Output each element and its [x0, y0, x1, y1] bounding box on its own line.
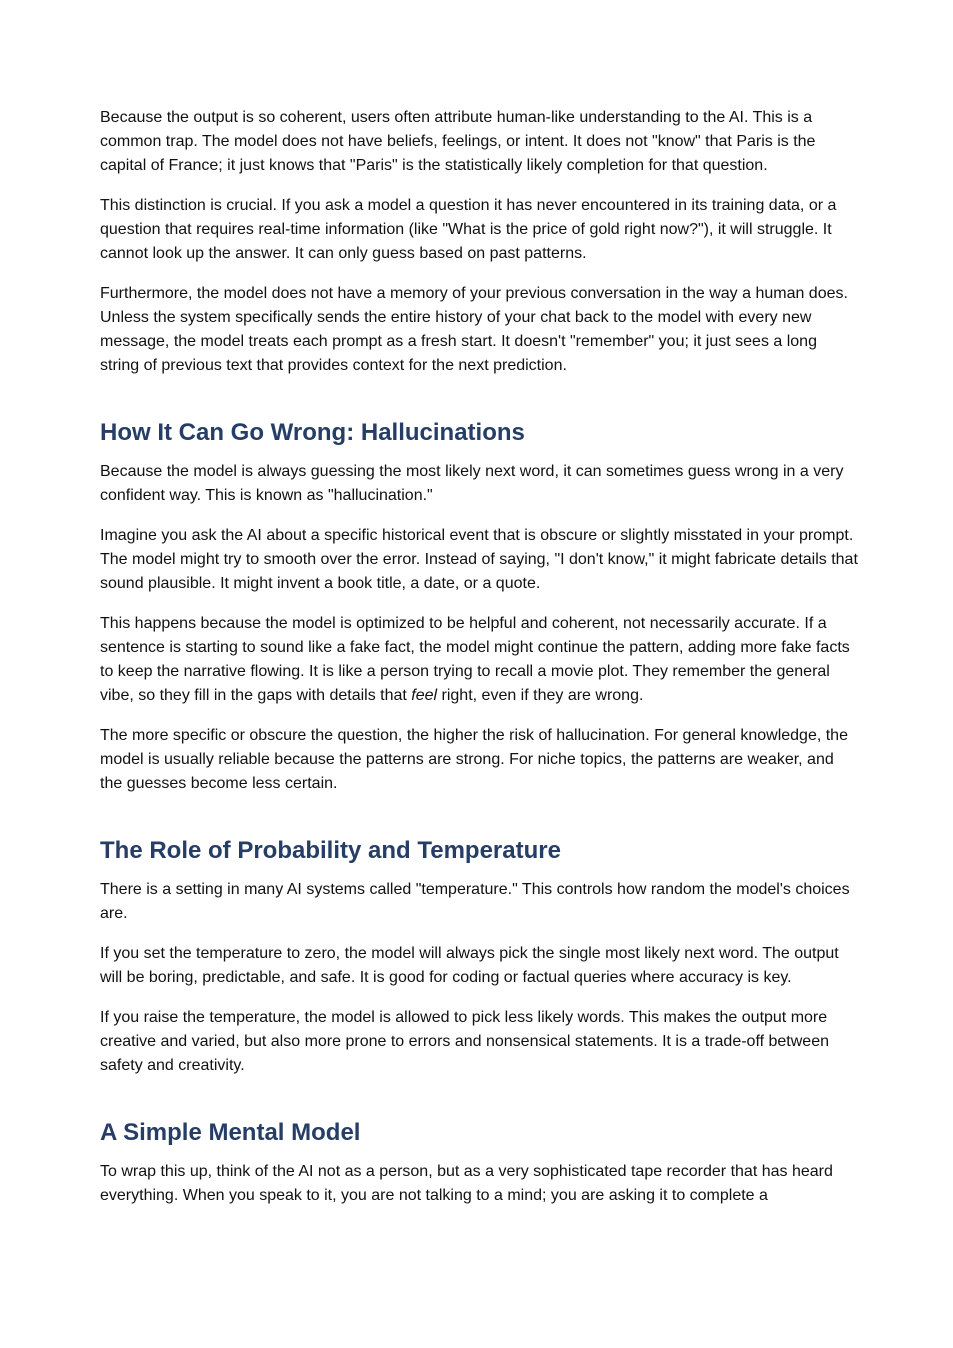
paragraph: The more specific or obscure the question, the higher the risk of hallucination. For general knowledge, the model is usually reliable because the patterns are strong. For niche topics, the patterns are weaker, and the guesses become less certain.	[100, 727, 848, 792]
emphasis-text: feel	[411, 687, 438, 704]
paragraph-text: This happens because the model is optimized to be helpful and coherent, not necessarily accurate. If a sentence is starting to sound like a fake fact, the model might continue the pattern, adding more fake facts to keep the narrative flowing. It is like a person trying to recall a movie plot. They remember the general vibe, so they fill in the gaps with details that	[100, 615, 850, 704]
paragraph: Imagine you ask the AI about a specific historical event that is obscure or slightly misstated in your prompt. The model might try to smooth over the error. Instead of saying, "I don't know," it might fabricate details that sound plausible. It might invent a book title, a date, or a quote.	[100, 527, 858, 592]
paragraph: If you set the temperature to zero, the model will always pick the single most likely next word. The output will be boring, predictable, and safe. It is good for coding or factual queries where accuracy is key.	[100, 945, 839, 986]
paragraph-text: right, even if they are wrong.	[437, 687, 644, 704]
paragraph: Because the output is so coherent, users often attribute human-like understanding to the AI. This is a common trap. The model does not have beliefs, feelings, or intent. It does not "know" that Paris is the capital of France; it just knows that "Paris" is the statistically likely completion for that question.	[100, 109, 816, 174]
temperature-section	[100, 836, 860, 1078]
section-heading: The Role of Probability and Temperature	[100, 837, 561, 864]
document-page	[100, 106, 860, 1208]
paragraph: This distinction is crucial. If you ask a model a question it has never encountered in its training data, or a question that requires real-time information (like "What is the price of gold right now?"), it will struggle. It cannot look up the answer. It can only guess based on past patterns.	[100, 197, 837, 262]
intro-section	[100, 106, 860, 378]
paragraph: Furthermore, the model does not have a memory of your previous conversation in the way a human does. Unless the system specifically sends the entire history of your chat back to the model with every new message, the model treats each prompt as a fresh start. It doesn't "remember" you; it just sees a long string of previous text that provides context for the next prediction.	[100, 285, 848, 374]
paragraph: Because the model is always guessing the most likely next word, it can sometimes guess wrong in a very confident way. This is known as "hallucination."	[100, 463, 844, 504]
paragraph: There is a setting in many AI systems called "temperature." This controls how random the model's choices are.	[100, 881, 850, 922]
paragraph	[100, 612, 860, 708]
hallucinations-section	[100, 418, 860, 796]
mental-model-section	[100, 1118, 860, 1208]
section-heading: How It Can Go Wrong: Hallucinations	[100, 419, 525, 446]
paragraph: If you raise the temperature, the model is allowed to pick less likely words. This makes the output more creative and varied, but also more prone to errors and nonsensical statements. It is a trade-off between safety and creativity.	[100, 1009, 829, 1074]
paragraph: To wrap this up, think of the AI not as a person, but as a very sophisticated tape recorder that has heard everything. When you speak to it, you are not talking to a mind; you are asking it to complete a	[100, 1163, 833, 1204]
section-heading: A Simple Mental Model	[100, 1119, 361, 1146]
